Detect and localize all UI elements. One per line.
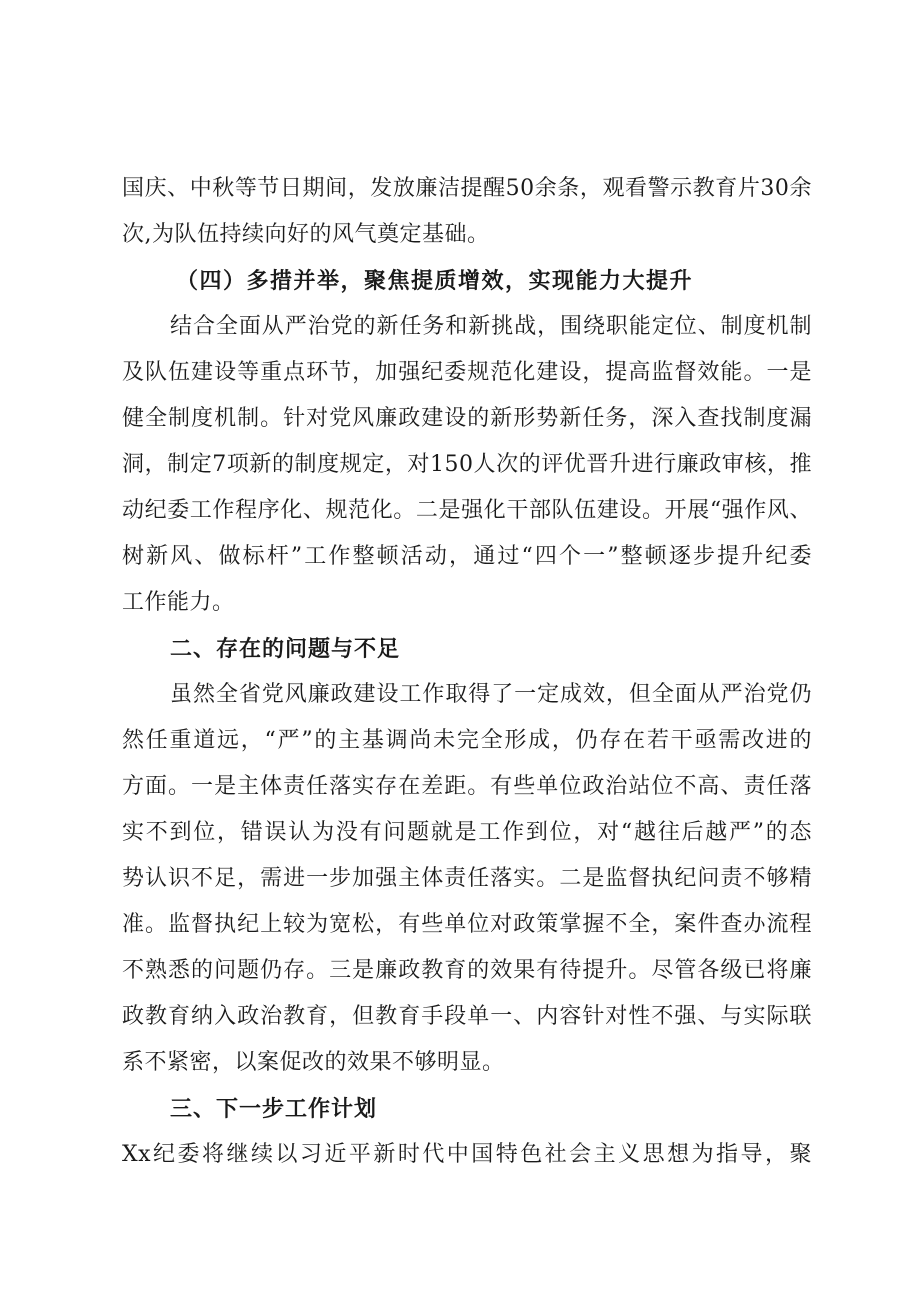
paragraph-line: 树新风、做标杆”工作整顿活动，通过“四个一”整顿逐步提升纪委 (122, 544, 812, 569)
paragraph-line: 工作能力。 (122, 590, 235, 615)
paragraph-line: 虽然全省党风廉政建设工作取得了一定成效，但全面从严治党仍 (170, 682, 812, 707)
paragraph-line: 实不到位，错误认为没有问题就是工作到位，对“越往后越严”的态 (122, 820, 812, 845)
paragraph-line: 政教育纳入政治教育，但教育手段单一、内容针对性不强、与实际联 (122, 1004, 812, 1029)
section-heading: 二、存在的问题与不足 (170, 636, 401, 662)
paragraph-line: 不熟悉的问题仍存。三是廉政教育的效果有待提升。尽管各级已将廉 (122, 958, 812, 983)
section-heading: 三、下一步工作计划 (170, 1096, 378, 1122)
subsection-heading: （四）多措并举，聚焦提质增效，实现能力大提升 (176, 268, 694, 294)
paragraph-line: 准。监督执纪上较为宽松，有些单位对政策掌握不全，案件查办流程 (122, 912, 812, 937)
paragraph-line: 动纪委工作程序化、规范化。二是强化干部队伍建设。开展“强作风、 (122, 498, 812, 523)
paragraph-line: 国庆、中秋等节日期间，发放廉洁提醒50余条，观看警示教育片30余 (122, 176, 812, 201)
paragraph-line: 洞，制定7项新的制度规定，对150人次的评优晋升进行廉政审核，推 (122, 452, 812, 477)
paragraph-line: 势认识不足，需进一步加强主体责任落实。二是监督执纪问责不够精 (122, 866, 812, 891)
paragraph-line: 及队伍建设等重点环节，加强纪委规范化建设，提高监督效能。一是 (122, 360, 812, 385)
paragraph-line: 健全制度机制。针对党风廉政建设的新形势新任务，深入查找制度漏 (122, 406, 812, 431)
paragraph-line: 然任重道远，“严”的主基调尚未完全形成，仍存在若干亟需改进的 (122, 728, 812, 753)
paragraph-line: 方面。一是主体责任落实存在差距。有些单位政治站位不高、责任落 (122, 774, 812, 799)
paragraph-line: 结合全面从严治党的新任务和新挑战，围绕职能定位、制度机制 (170, 314, 812, 339)
paragraph-line: Xx纪委将继续以习近平新时代中国特色社会主义思想为指导，聚 (122, 1142, 812, 1167)
paragraph-line: 系不紧密，以案促改的效果不够明显。 (122, 1050, 505, 1075)
paragraph-line: 次,为队伍持续向好的风气奠定基础。 (122, 222, 490, 247)
